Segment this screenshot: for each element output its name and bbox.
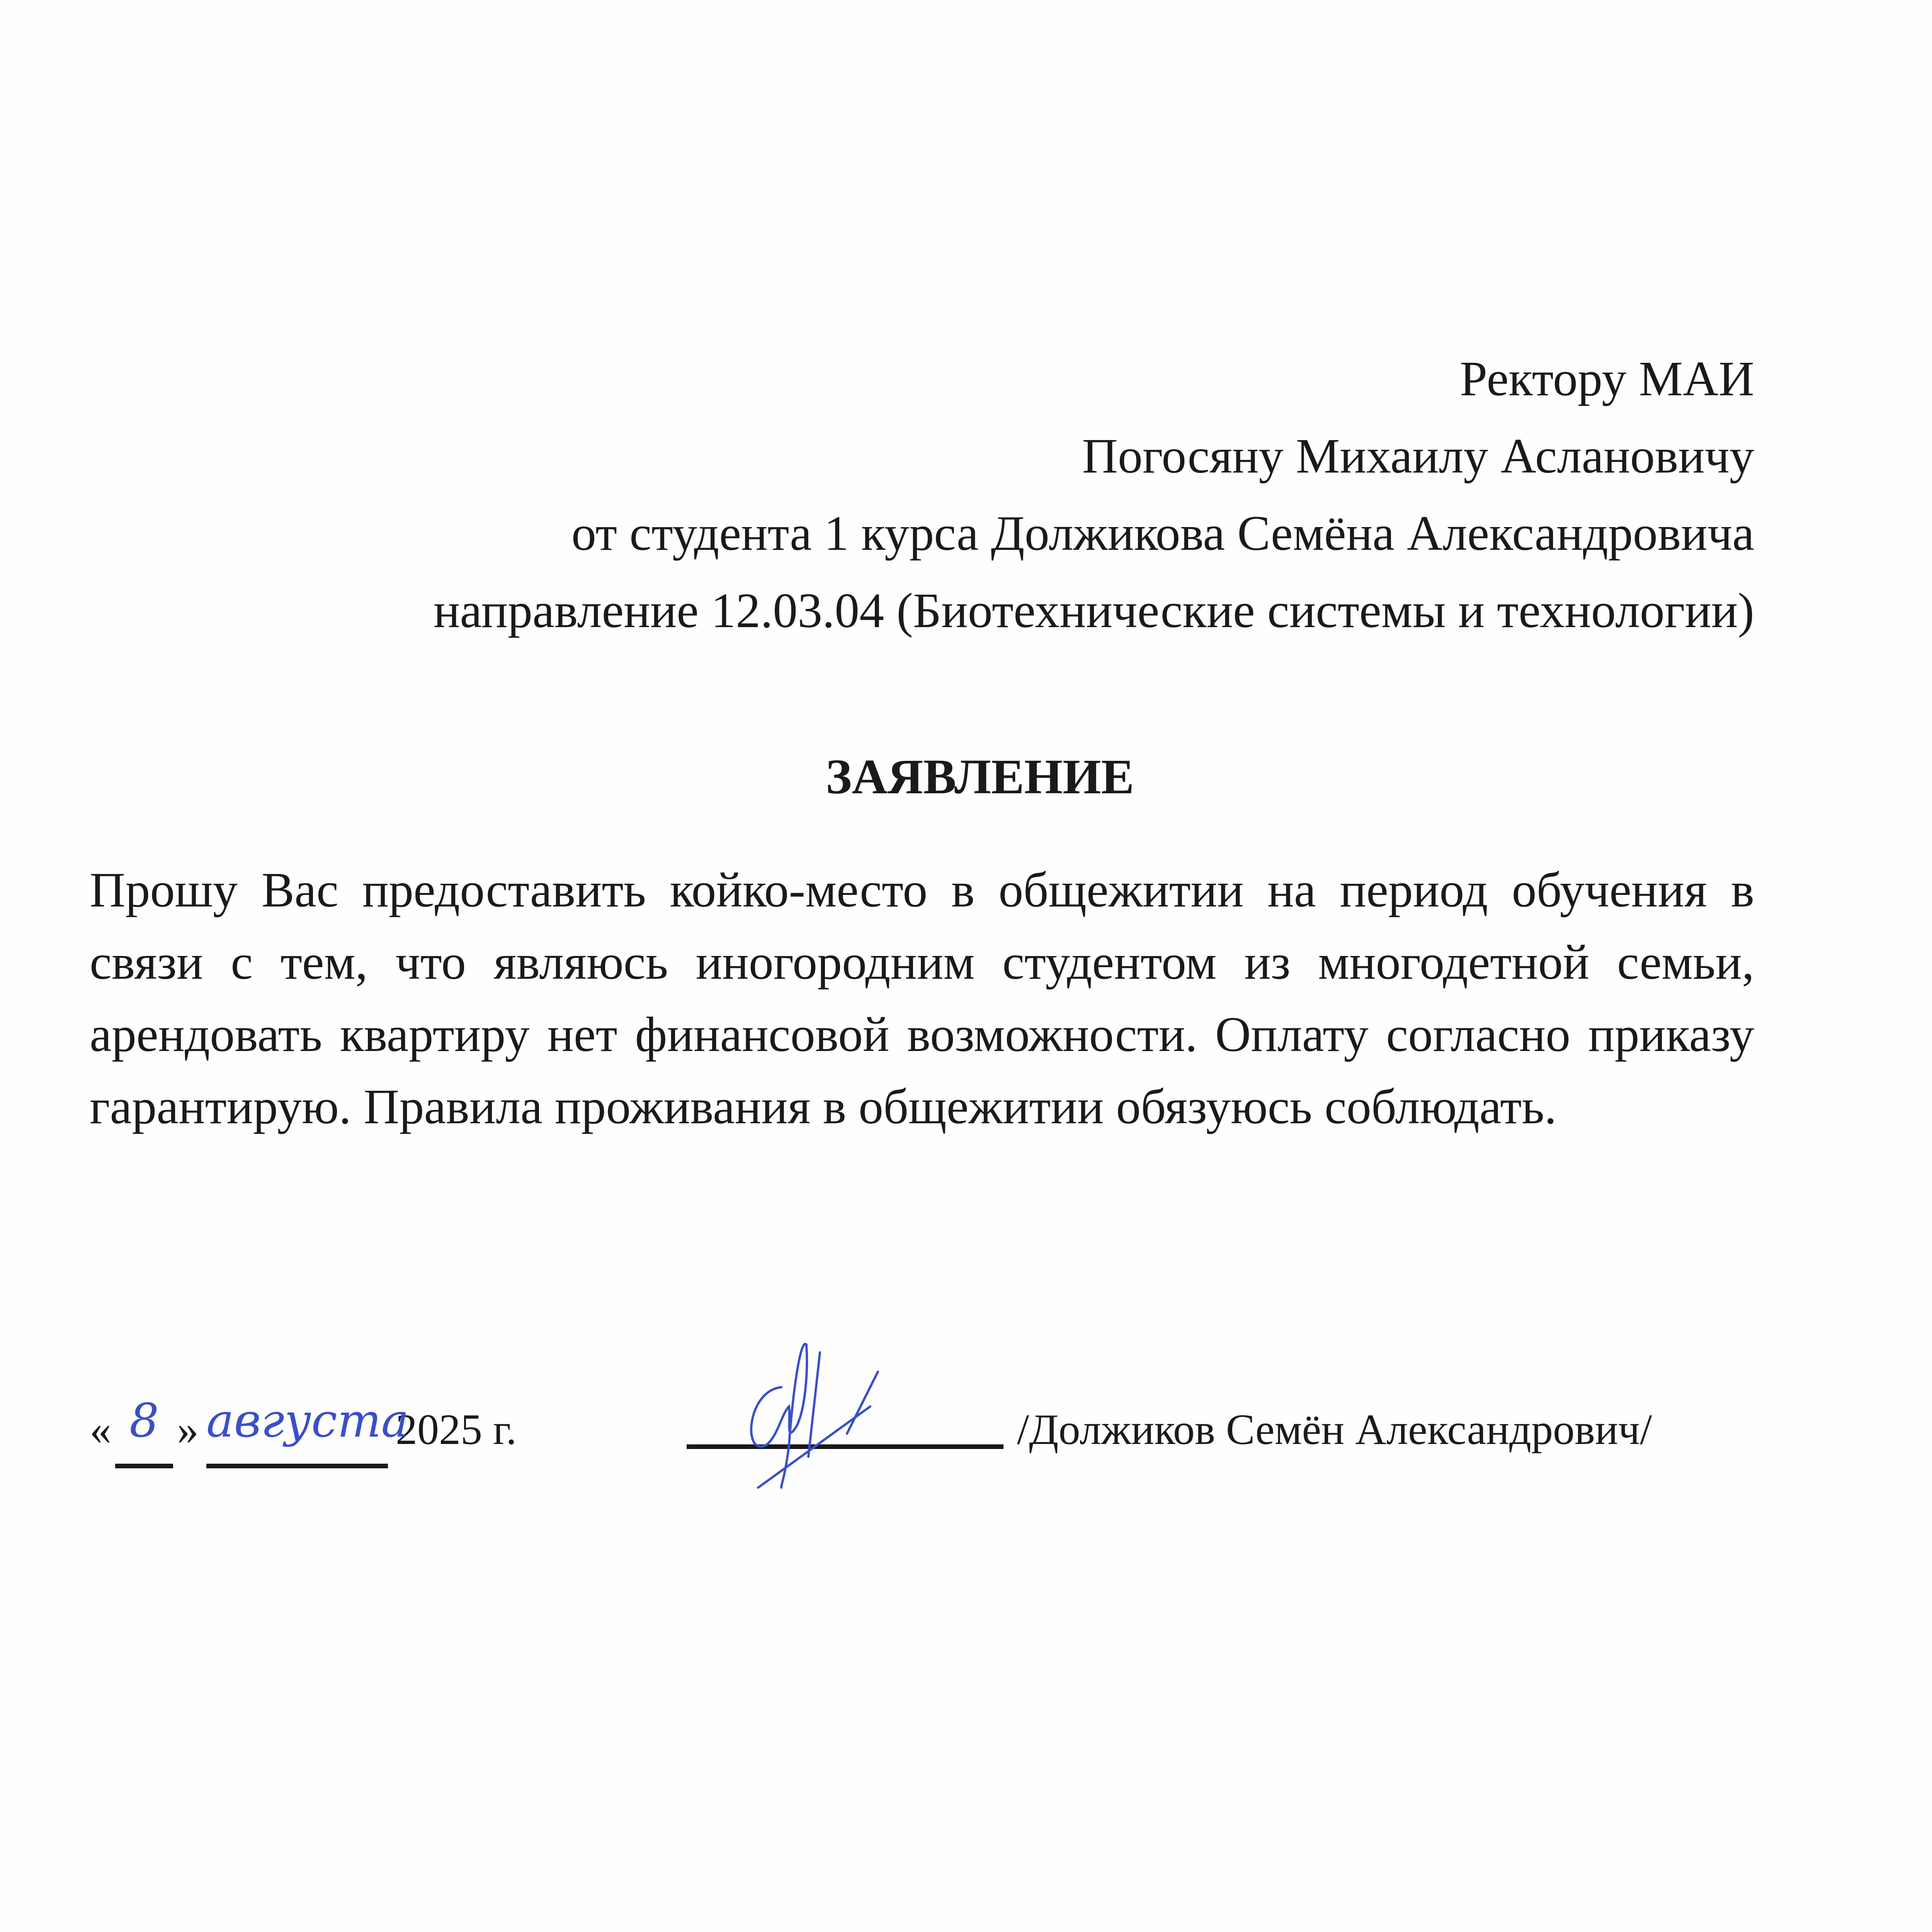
addressee-line-from: от студента 1 курса Должикова Семёна Александровича [571, 506, 1754, 561]
addressee-line-rector: Ректору МАИ [1459, 351, 1754, 406]
addressee-line-name: Погосяну Михаилу Аслановичу [1082, 429, 1754, 483]
year-text: 2025 г. [396, 1406, 517, 1454]
month-field [206, 1394, 409, 1468]
close-quote: » [177, 1406, 199, 1454]
document-title: ЗАЯВЛЕНИЕ [825, 749, 1134, 804]
signer-name: /Должиков Семён Александрович/ [1017, 1406, 1652, 1454]
handwritten-day: 8 [129, 1394, 159, 1448]
statement-body: Прошу Вас предоставить койко-место в общежитии на период обучения в связи с тем, что являюсь иногородним студентом из многодетной семьи, арендовать квартиру нет финансовой возможности. Оплату согласно приказу гарантирую. Правила проживания в общежитии обязуюсь соблюдать. [90, 862, 1754, 1134]
open-quote: « [90, 1406, 111, 1454]
addressee-block [434, 340, 1754, 649]
handwritten-signature [723, 1329, 986, 1492]
date-block [90, 1391, 517, 1468]
handwritten-month: августа [206, 1394, 409, 1448]
addressee-line-direction: направление 12.03.04 (Биотехнические системы и технологии) [433, 583, 1754, 638]
signature-row [90, 1376, 1767, 1476]
day-field [115, 1394, 173, 1468]
